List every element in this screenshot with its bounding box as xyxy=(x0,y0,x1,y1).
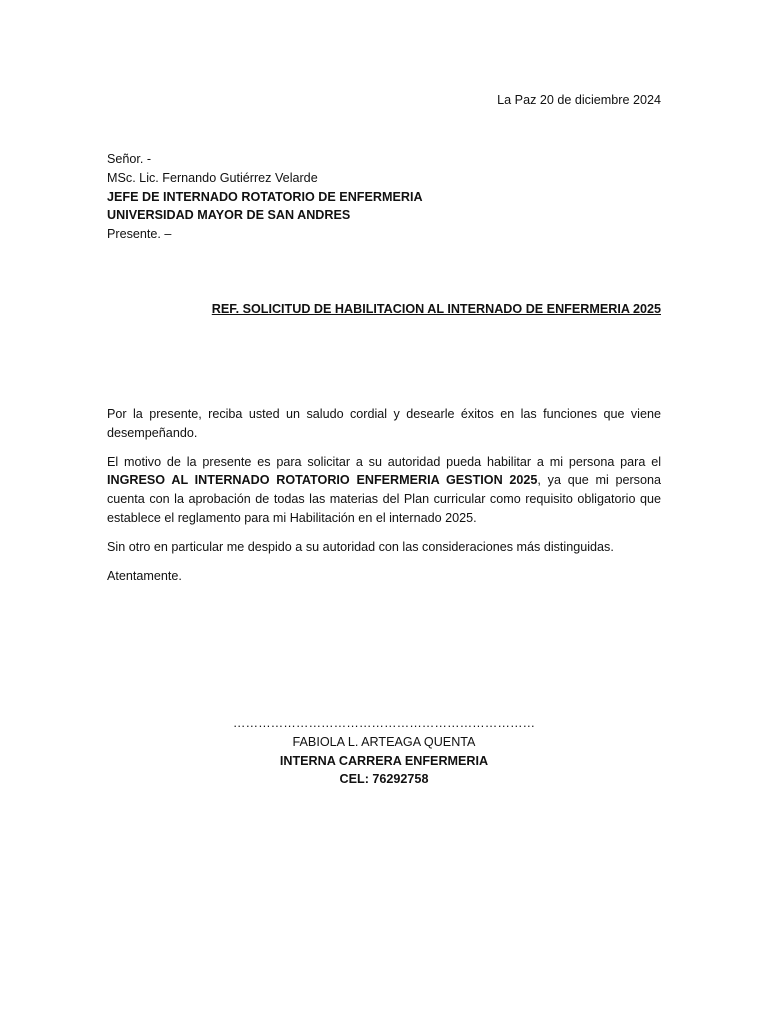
body-paragraph-3: Sin otro en particular me despido a su autoridad con las consideraciones más distinguidas. xyxy=(107,539,614,554)
body-paragraph-2-intro: El motivo de la presente es para solicitar a su autoridad pueda habilitar a mi persona para el xyxy=(107,454,661,469)
reference-line: REF. SOLICITUD DE HABILITACION AL INTERNADO DE ENFERMERIA 2025 xyxy=(211,302,661,316)
signature-line: ……………………………………………………………… xyxy=(232,716,536,730)
letter-date: La Paz 20 de diciembre 2024 xyxy=(497,93,661,107)
addressee-presente: Presente. – xyxy=(107,227,172,242)
addressee-salutation: Señor. - xyxy=(107,152,152,166)
signer-phone: CEL: 76292758 xyxy=(339,772,429,787)
signer-name: FABIOLA L. ARTEAGA QUENTA xyxy=(292,734,476,749)
addressee-block xyxy=(107,150,662,244)
signature-block xyxy=(0,714,768,789)
letter-body xyxy=(107,405,661,595)
signer-role: INTERNA CARRERA ENFERMERIA xyxy=(279,753,489,768)
body-paragraph-1: Por la presente, reciba usted un saludo cordial y desearle éxitos en las funciones que viene desempeñando. xyxy=(107,407,661,440)
addressee-name: MSc. Lic. Fernando Gutiérrez Velarde xyxy=(107,170,318,185)
body-paragraph-2 xyxy=(107,453,661,528)
body-paragraph-2-highlight: INGRESO AL INTERNADO ROTATORIO ENFERMERIA GESTION 2025 xyxy=(107,473,538,488)
addressee-institution: UNIVERSIDAD MAYOR DE SAN ANDRES xyxy=(107,208,351,223)
body-paragraph-2-rest: , ya que mi persona cuenta con la aprobación de todas las materias del Plan curricular como requisito obligatorio que establece el reglamento para mi Habilitación en el internado 2025. xyxy=(107,473,661,525)
closing: Atentamente. xyxy=(107,568,182,583)
addressee-position: JEFE DE INTERNADO ROTATORIO DE ENFERMERIA xyxy=(107,189,423,204)
